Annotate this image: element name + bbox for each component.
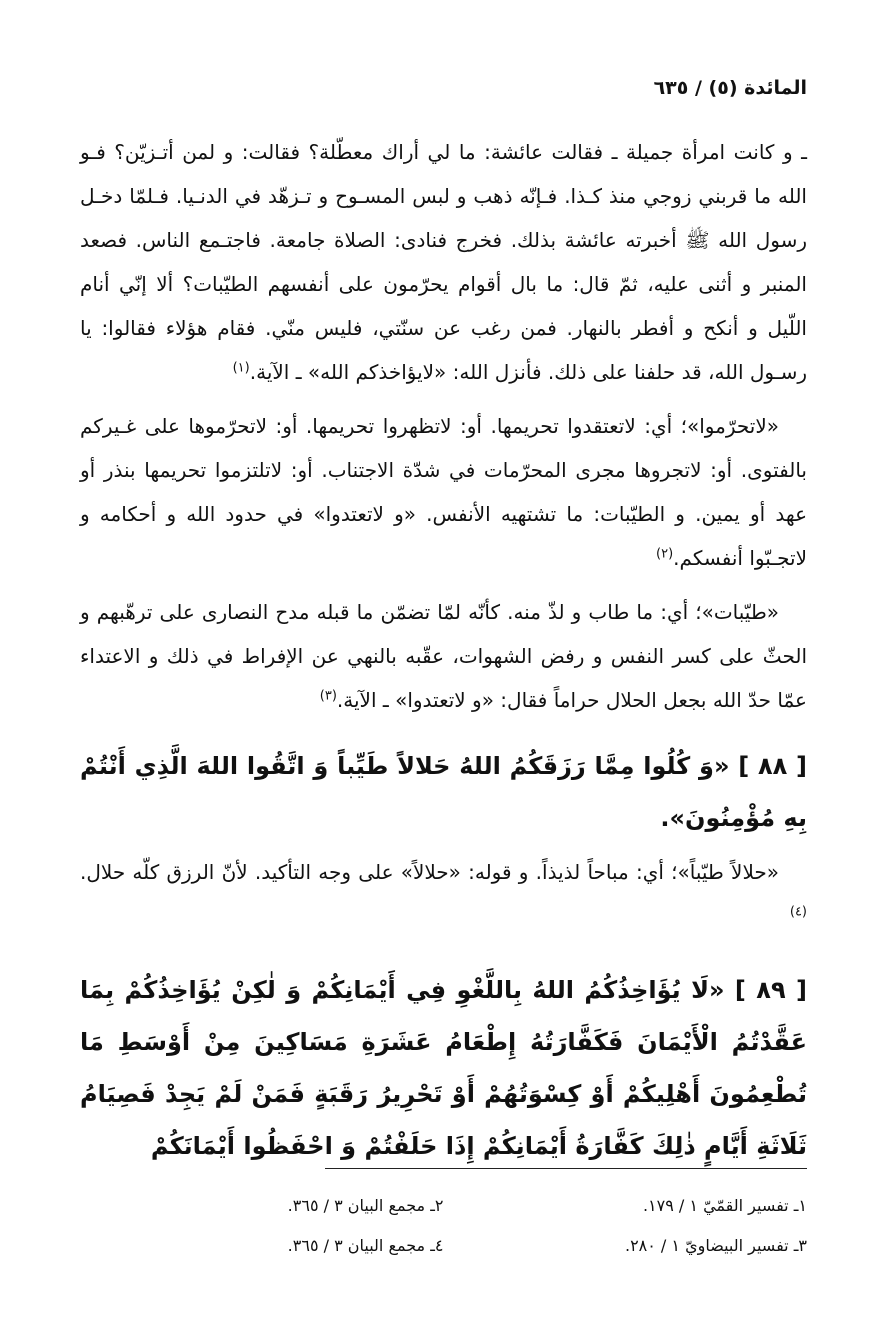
- footnote-separator: [325, 1168, 807, 1169]
- running-title: المائدة (٥) / ٦٣٥: [653, 77, 807, 99]
- footnote-2: ٢ـ مجمع البيان ٣ / ٣٦٥.: [287, 1196, 444, 1215]
- paragraph-halalan-tayyiban: [80, 850, 807, 938]
- paragraph-text: «طيّبات»؛ أي: ما طاب و لذّ منه. كأنّه لمّا تضمّن ما قبله مدح النصارى على ترهّبهم و الحثّ على كسر النفس و رفض الشهوات، عقّبه بالنهي عن الإفراط في ذلك و الاعتداء عمّا حدّ الله بجعل الحلال حراماً فقال: «و لاتعتدوا» ـ الآية.: [80, 600, 807, 712]
- running-header: [80, 72, 807, 104]
- paragraph-text: ـ و كانت امرأة جميلة ـ فقالت عائشة: ما لي أراك معطّلة؟ فقالت: و لمن أتـزيّن؟ فـو الله ما قربني زوجي منذ كـذا. فـإنّه ذهب و لبس المسـوح و تـزهّد في الدنـيا. فـلمّا دخـل رسول الله ﷺ أخبرته عائشة بذلك. فخرج فنادى: الصلاة جامعة. فاجتـمع الناس. فصعد المنبر و أثنى عليه، ثمّ قال: ما بال أقوام يحرّمون على أنفسهم الطيّبات؟ ألا إنّي أنام اللّيل و أنكح و أفطر بالنهار. فمن رغب عن سنّتي، فليس منّي. فقام هؤلاء فقالوا: يا رسـول الله، قد حلفنا على ذلك. فأنزل الله: «لايؤاخذكم الله» ـ الآية.: [80, 140, 807, 384]
- footnote-4: ٤ـ مجمع البيان ٣ / ٣٦٥.: [287, 1236, 444, 1255]
- paragraph-tayyibat: [80, 590, 807, 722]
- footnote-marker: (١): [232, 360, 250, 376]
- page-body: [80, 130, 808, 1160]
- verse-89: [ ٨٩ ] «لَا يُؤَاخِذُكُمُ اللهُ بِاللَّغْوِ فِي أَيْمَانِكُمْ وَ لٰكِنْ يُؤَاخِذُكُمْ بِمَا عَقَّدْتُمُ الْأَيْمَانَ فَكَفَّارَتُهُ إِطْعَامُ عَشَرَةِ مَسَاكِينَ مِنْ أَوْسَطِ مَا تُطْعِمُونَ أَهْلِيكُمْ أَوْ كِسْوَتُهُمْ أَوْ تَحْرِيرُ رَقَبَةٍ فَمَنْ لَمْ يَجِدْ فَصِيَامُ ثَلَاثَةِ أَيَّامٍ ذٰلِكَ كَفَّارَةُ أَيْمَانِكُمْ إِذَا حَلَفْتُمْ وَ احْفَظُوا أَيْمَانَكُمْ: [80, 976, 807, 1160]
- paragraph-text: «لاتحرّموا»؛ أي: لاتعتقدوا تحريمها. أو: لاتظهروا تحريمها. أو: لاتحرّموها على غـيركم بالفتوى. أو: لاتجروها مجرى المحرّمات في شدّة الاجتناب. أو: لاتلتزموا تحريمها بنذر أو عهد أو يمين. و الطيّبات: ما تشتهيه الأنفس. «و لاتعتدوا» في حدود الله و أحكامه و لاتجـبّوا أنفسكم.: [80, 414, 807, 570]
- paragraph-la-tuharrimu: [80, 404, 807, 580]
- footnote-marker: (٤): [789, 904, 807, 920]
- footnote-marker: (٣): [319, 688, 337, 704]
- footnote-3: ٣ـ تفسير البيضاويّ ١ / ٢٨٠.: [624, 1236, 807, 1255]
- verse-88: [ ٨٨ ] «وَ كُلُوا مِمَّا رَزَقَكُمُ اللهُ حَلالاً طَيِّباً وَ اتَّقُوا اللهَ الَّذِي أَنْتُمْ بِهِ مُؤْمِنُونَ».: [80, 752, 808, 832]
- paragraph-narration: [80, 130, 807, 394]
- footnote-1: ١ـ تفسير القمّيّ ١ / ١٧٩.: [642, 1196, 807, 1215]
- footnotes: [80, 1186, 807, 1276]
- paragraph-text: «حلالاً طيّباً»؛ أي: مباحاً لذيذاً. و قوله: «حلالاً» على وجه التأكيد. لأنّ الرزق كلّه حلال.: [80, 860, 779, 884]
- footnote-marker: (٢): [656, 546, 674, 562]
